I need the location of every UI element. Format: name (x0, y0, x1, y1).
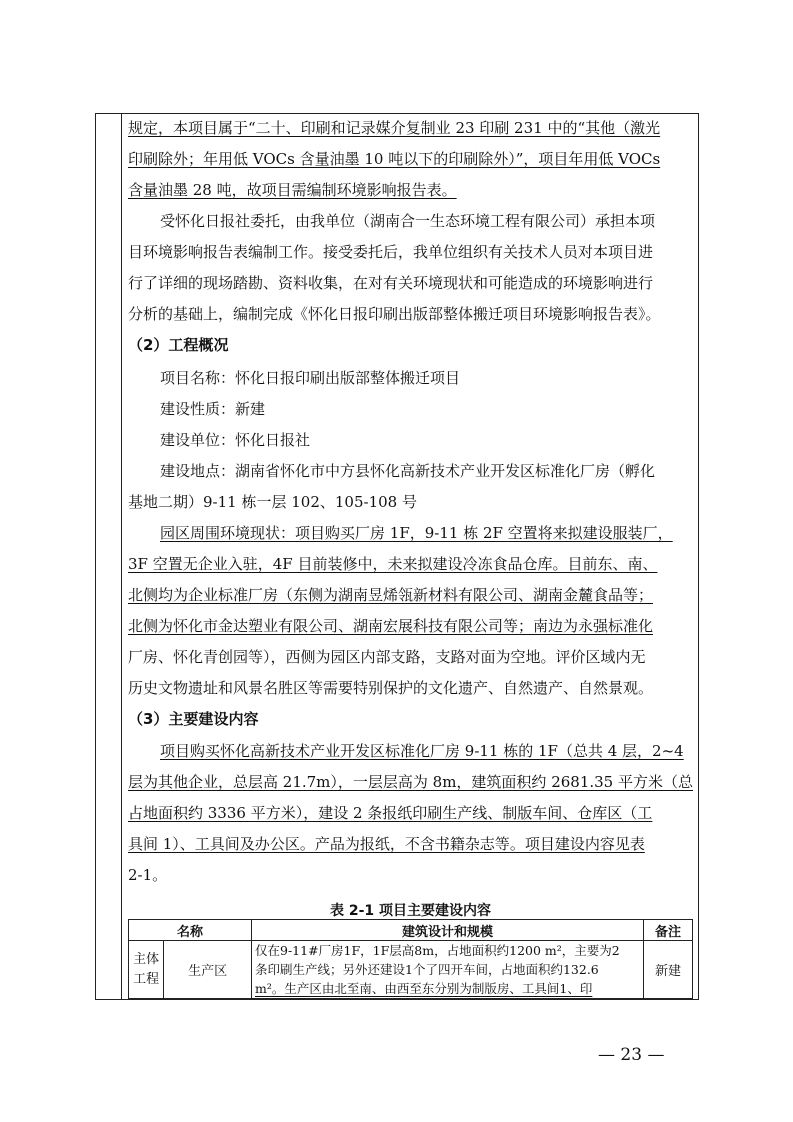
cell-name: 生产区 (164, 941, 252, 999)
section-heading-2: （2）工程概况 (128, 336, 229, 354)
p3-line-5: 厂房、怀化青创园等），西侧为园区内部支路，支路对面为空地。评价区域内无 (128, 648, 646, 666)
p1-line-1: 规定，本项目属于“二十、印刷和记录媒介复制业 23 印刷 231 中的“其他（激光 (128, 119, 661, 137)
p4-line-1: 项目购买怀化高新技术产业开发区标准化厂房 9-11 栋的 1F（总共 4 层，2~4 (160, 742, 684, 760)
p4-line-5: 2-1。 (128, 866, 168, 884)
table-header-row (129, 920, 693, 941)
p2-line-4: 分析的基础上，编制完成《怀化日报印刷出版部整体搬迁项目环境影响报告表》。 (128, 305, 661, 323)
p1-line-2: 印刷除外；年用低 VOCs 含量油墨 10 吨以下的印刷除外）”，项目年用低 VOCs (128, 150, 661, 168)
table-caption: 表 2-1 项目主要建设内容 (329, 903, 492, 919)
info-unit: 建设单位：怀化日报社 (160, 431, 311, 449)
desc-line-2: 条印刷生产线；另外还建设1个了四开车间，占地面积约132.6 (255, 962, 599, 977)
header-name: 名称 (129, 920, 252, 941)
table-row (129, 941, 693, 999)
desc-line-1: 仅在9-11#厂房1F，1F层高8m，占地面积约1200 m²，主要为2 (255, 943, 620, 958)
desc-line-3: m²。生产区由北至南、由西至东分别为制版房、工具间1、印 (255, 981, 593, 996)
info-nature: 建设性质：新建 (160, 400, 266, 418)
page-number: — 23 — (598, 1045, 665, 1065)
p2-line-1: 受怀化日报社委托，由我单位（湖南合一生态环境工程有限公司）承担本项 (160, 212, 656, 230)
p3-line-2: 3F 空置无企业入驻，4F 目前装修中，未来拟建设冷冻食品仓库。目前东、南、 (128, 555, 658, 573)
p4-line-2: 层为其他企业，总层高 21.7m），一层层高为 8m，建筑面积约 2681.35 平方米（总 (128, 773, 693, 791)
p3-line-1: 园区周围环境现状：项目购买厂房 1F，9-11 栋 2F 空置将来拟建设服装厂， (160, 524, 673, 542)
left-label-column (96, 114, 122, 999)
section-heading-3: （3）主要建设内容 (128, 710, 259, 728)
p4-line-4: 具间 1）、工具间及办公区。产品为报纸，不含书籍杂志等。项目建设内容见表 (128, 835, 645, 853)
cell-desc (252, 941, 644, 999)
p3-line-3: 北侧均为企业标准厂房（东侧为湖南昱烯瓴新材料有限公司、湖南金麓食品等； (128, 586, 654, 604)
info-location-cont: 基地二期）9-11 栋一层 102、105-108 号 (128, 493, 417, 511)
cell-group: 主体工程 (129, 941, 164, 999)
p1-line-3: 含量油墨 28 吨，故项目需编制环境影响报告表。 (128, 181, 457, 199)
header-design: 建筑设计和规模 (252, 920, 644, 941)
p4-line-3: 占地面积约 3336 平方米），建设 2 条报纸印刷生产线、制版车间、仓库区（工 (128, 804, 653, 822)
document-frame (95, 113, 699, 1000)
cell-note: 新建 (644, 941, 693, 999)
p3-line-6: 历史文物遗址和风景名胜区等需要特别保护的文化遗产、自然遗产、自然景观。 (128, 679, 654, 697)
p3-line-4: 北侧为怀化市金达塑业有限公司、湖南宏展科技有限公司等；南边为永强标准化 (128, 617, 654, 635)
p2-line-3: 行了详细的现场踏勘、资料收集，在对有关环境现状和可能造成的环境影响进行 (128, 274, 654, 292)
info-location: 建设地点：湖南省怀化市中方县怀化高新技术产业开发区标准化厂房（孵化 (160, 462, 656, 480)
header-note: 备注 (644, 920, 693, 941)
construction-content-table (128, 919, 693, 999)
info-project-name: 项目名称：怀化日报印刷出版部整体搬迁项目 (160, 369, 461, 387)
p2-line-2: 目环境影响报告表编制工作。接受委托后，我单位组织有关技术人员对本项目进 (128, 243, 654, 261)
